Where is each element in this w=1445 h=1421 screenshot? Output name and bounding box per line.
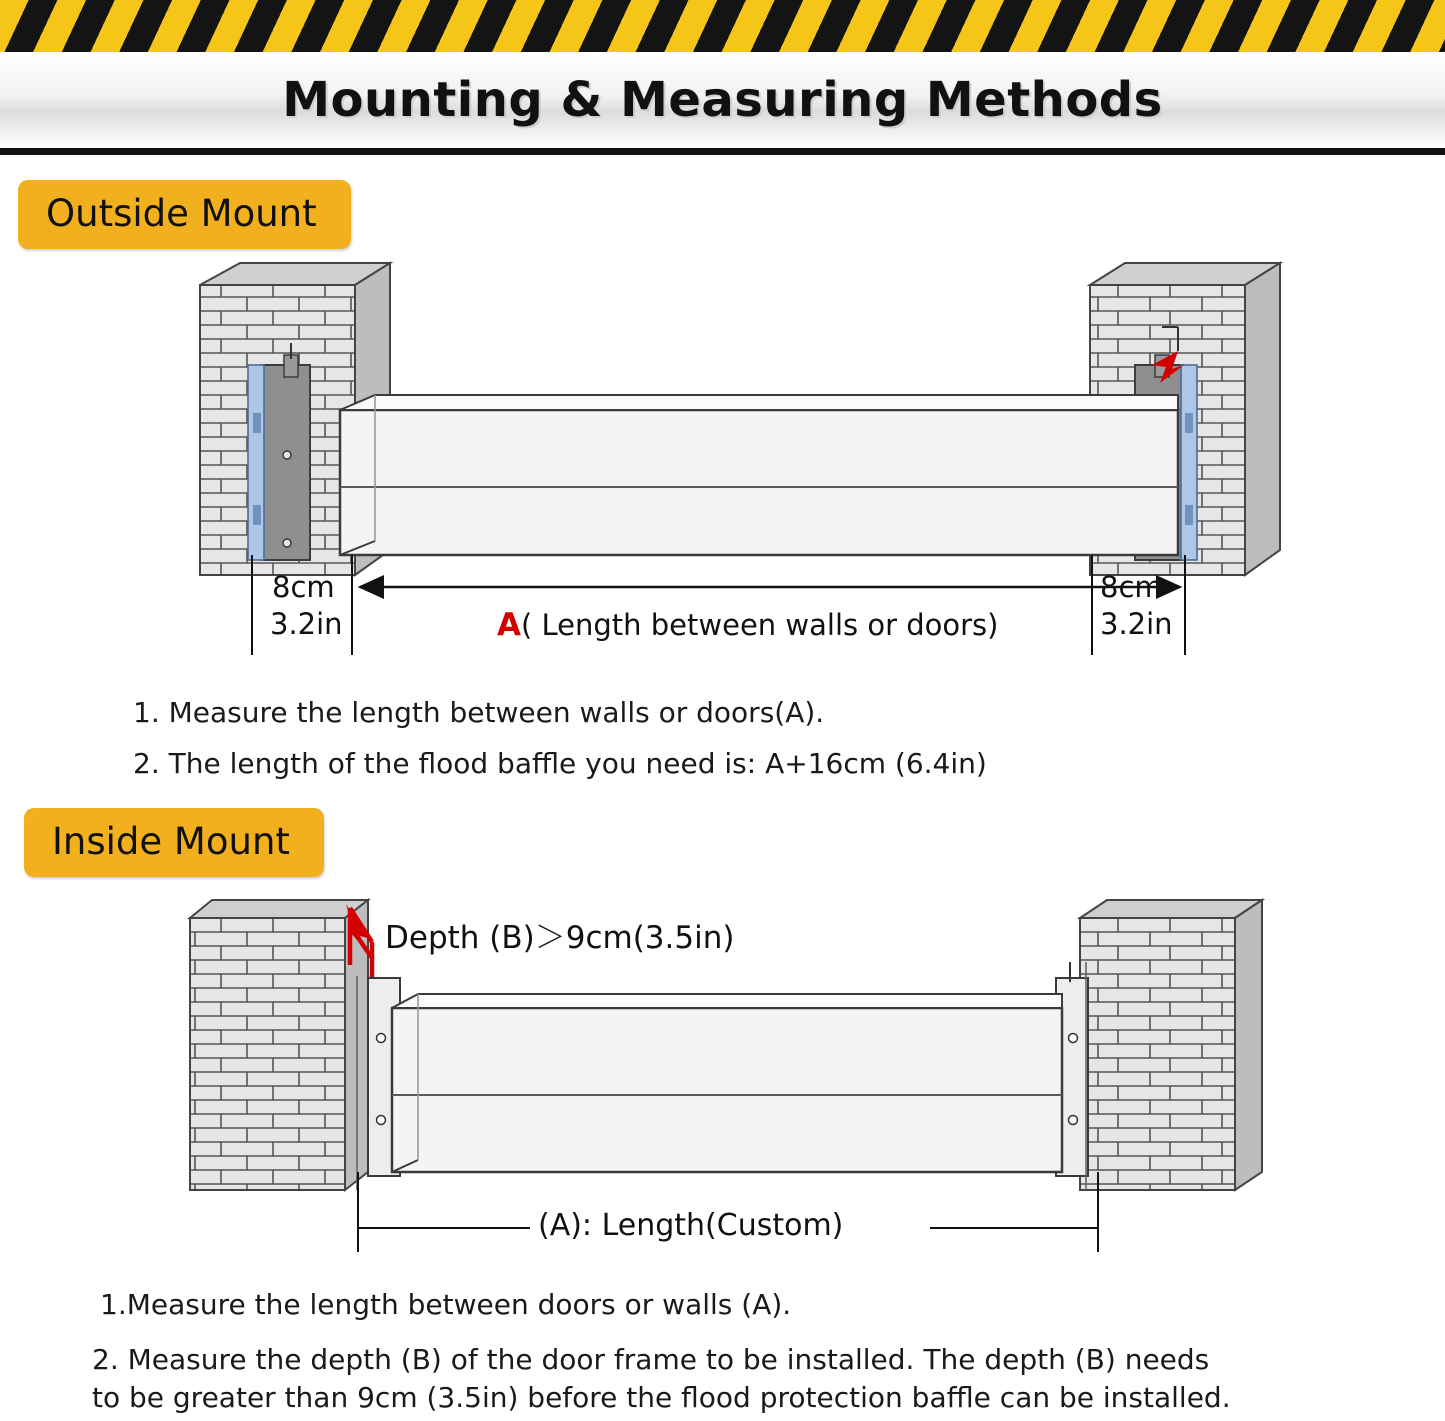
section-badge-outside-mount: Outside Mount [18,180,351,249]
inside-mount-diagram [0,890,1445,1270]
length-label: (A): Length(Custom) [538,1208,844,1243]
dim-left-in: 3.2in [270,607,343,641]
dim-left-cm: 8cm [272,570,335,604]
section-badge-inside-mount: Inside Mount [24,808,324,877]
dim-right-cm: 8cm [1100,570,1163,604]
outside-instruction-2: 2. The length of the flood baffle you need is: A+16cm (6.4in) [133,747,987,780]
inside-instruction-3: to be greater than 9cm (3.5in) before the flood protection baffle can be installed. [92,1381,1231,1414]
span-description: ( Length between walls or doors) [521,608,999,642]
span-marker-a: A [497,607,521,643]
hazard-stripe-icon [0,0,1445,56]
outside-mount-diagram [0,255,1445,675]
depth-label: Depth (B)＞9cm(3.5in) [385,920,735,956]
header-band [0,52,1445,155]
dim-right-in: 3.2in [1100,607,1173,641]
inside-instruction-1: 1.Measure the length between doors or walls (A). [100,1288,792,1321]
page-title: Mounting & Measuring Methods [282,72,1163,128]
outside-instruction-1: 1. Measure the length between walls or doors(A). [133,696,825,729]
inside-instruction-2: 2. Measure the depth (B) of the door frame to be installed. The depth (B) needs [92,1343,1210,1376]
